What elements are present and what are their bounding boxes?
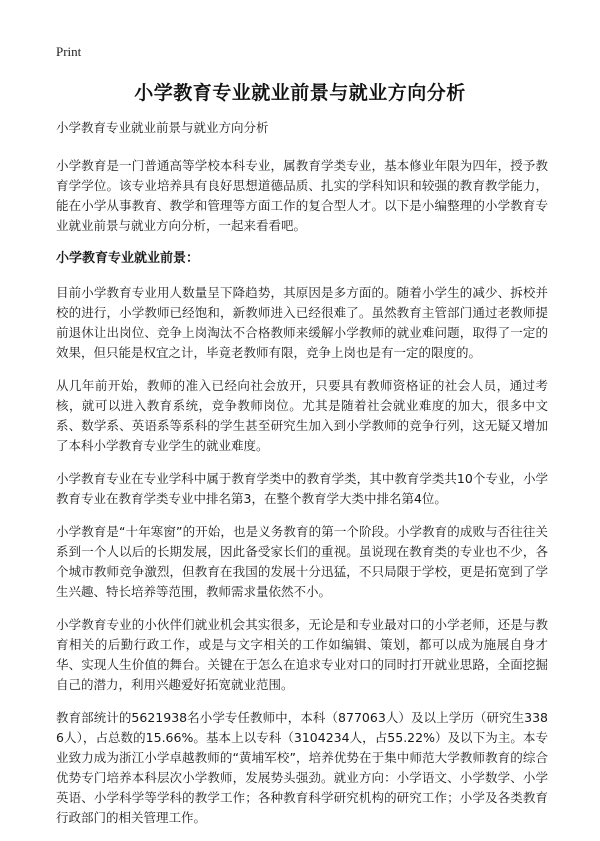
body-paragraph: 目前小学教育专业用人数量呈下降趋势，其原因是多方面的。随着小学生的减少、拆校并校的进行，小学教师已经饱和，新教师进入已经很难了。虽然教育主管部门通过老教师提前退休让出岗位、竞争上岗淘汰不合格教师来缓解小学教师的就业难问题，取得了一定的效果，但只能是权宜之计，毕竟老教师有限，竞争上岗也是有一定的限度的。 <box>56 285 548 360</box>
print-label: Print <box>56 44 82 59</box>
section-heading: 小学教育专业就业前景： <box>56 251 200 266</box>
article-subtitle: 小学教育专业就业前景与就业方向分析 <box>56 120 269 135</box>
body-paragraph: 小学教育专业在专业学科中属于教育学类中的教育学类，其中教育学类共10个专业，小学教育专业在教育学类专业中排名第3，在整个教育学大类中排名第4位。 <box>56 471 548 506</box>
article-body <box>56 118 548 841</box>
body-paragraph: 从几年前开始，教师的准入已经向社会放开，只要具有教师资格证的社会人员，通过考核，就可以进入教育系统，竞争教师岗位。尤其是随着社会就业难度的加大，很多中文系、数学系、英语系等系科的学生甚至研究生加入到小学教师的竞争行列，这无疑又增加了本科小学教育专业学生的就业难度。 <box>56 378 548 453</box>
intro-paragraph: 小学教育是一门普通高等学校本科专业，属教育学类专业，基本修业年限为四年，授予教育学学位。该专业培养具有良好思想道德品质、扎实的学科知识和较强的教育教学能力，能在小学从事教育、教学和管理等方面工作的复合型人才。以下是小编整理的小学教育专业就业前景与就业方向分析，一起来看看吧。 <box>56 158 548 233</box>
body-paragraph: 小学教育是“十年寒窗”的开始，也是义务教育的第一个阶段。小学教育的成败与否往往关系到一个人以后的长期发展，因此备受家长们的重视。虽说现在教育类的专业也不少，各个城市教师竞争激烈，但教育在我国的发展十分迅猛，不只局限于学校，更是拓宽到了学生兴趣、特长培养等范围，教师需求量依然不小。 <box>56 524 548 599</box>
page-title: 小学教育专业就业前景与就业方向分析 <box>134 82 466 104</box>
body-paragraph: 小学教育专业的小伙伴们就业机会其实很多，无论是和专业最对口的小学老师，还是与教育相关的后勤行政工作，或是与文字相关的工作如编辑、策划，都可以成为施展自身才华、实现人生价值的舞台。关键在于怎么在追求专业对口的同时打开就业思路，全面挖掘自己的潜力，利用兴趣爱好拓宽就业范围。 <box>56 617 548 692</box>
body-paragraph: 教育部统计的5621938名小学专任教师中，本科（877063人）及以上学历（研究生3386人），占总数的15.66%。基本上以专科（3104234人，占55.22%）及以下为主。本专业致力成为浙江小学卓越教师的“黄埔军校”，培养优势在于集中师范大学教师教育的综合优势专门培养本科层次小学教师，发展势头强劲。就业方向：小学语文、小学数学、小学英语、小学科学等学科的教学工作；各种教育科学研究机构的研究工作；小学及各类教育行政部门的相关管理工作。 <box>56 710 548 825</box>
